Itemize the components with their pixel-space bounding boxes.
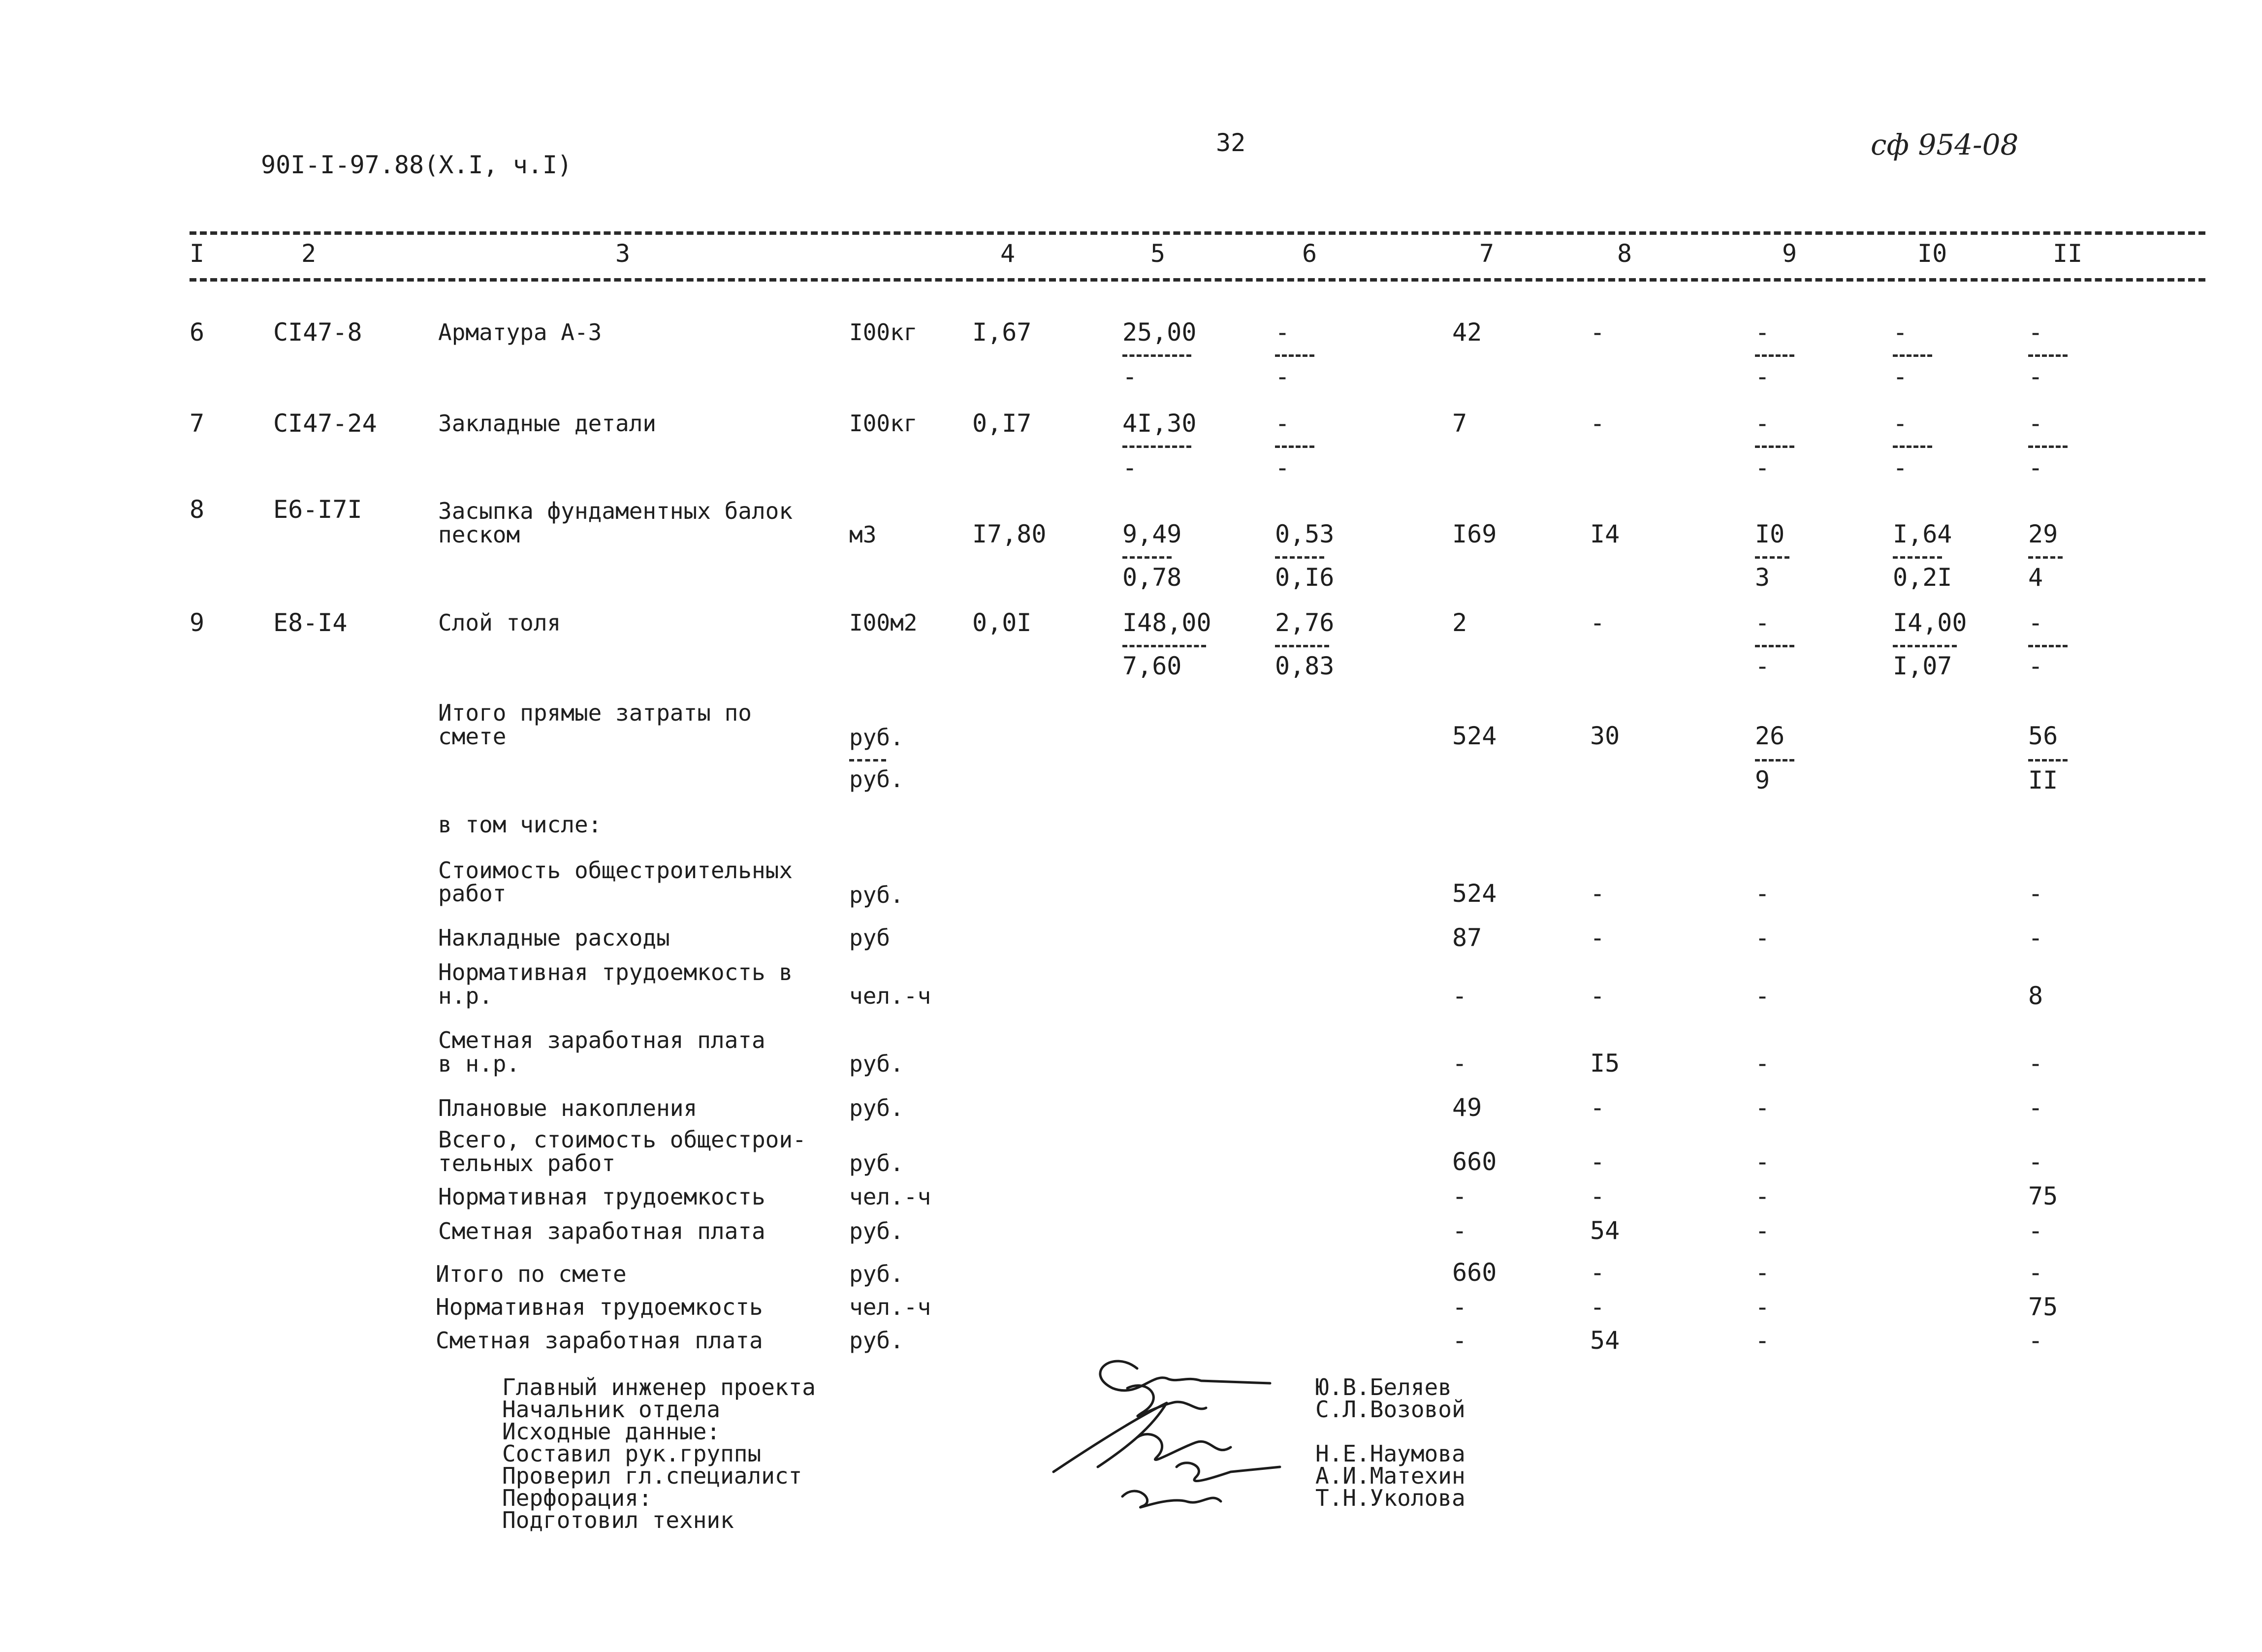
labor-total: - bbox=[2028, 1326, 2043, 1355]
row-number: 6 bbox=[190, 318, 205, 347]
fraction-bar bbox=[1122, 645, 1206, 647]
total-cost: 524 bbox=[1452, 879, 1497, 908]
fraction-bar bbox=[1893, 556, 1942, 559]
item-name: Слой толя bbox=[438, 609, 561, 636]
total-cost: 524 bbox=[1452, 722, 1497, 750]
col-header-2: 2 bbox=[301, 239, 317, 268]
label-line1: Итого прямые затраты по bbox=[438, 699, 752, 726]
quantity: 0,I7 bbox=[972, 409, 1032, 438]
total-machine-wage: 9 bbox=[1755, 766, 1770, 794]
labor-unit: - bbox=[1893, 318, 1908, 347]
total-wage: - bbox=[1590, 1182, 1605, 1210]
unit: руб. bbox=[849, 1050, 904, 1077]
unit-cost: 25,00 bbox=[1122, 318, 1197, 347]
unit-wage: - bbox=[1122, 453, 1138, 482]
labor-total: - bbox=[2028, 1147, 2043, 1176]
labor-total-b: 4 bbox=[2028, 563, 2043, 592]
machine-wage: - bbox=[1275, 362, 1290, 391]
unit: I00м2 bbox=[849, 609, 918, 636]
labor-unit: - bbox=[1893, 409, 1908, 438]
total-cost: I69 bbox=[1452, 520, 1497, 548]
unit: руб. bbox=[849, 724, 904, 751]
total-wage: - bbox=[1590, 608, 1605, 637]
total-cost: - bbox=[1452, 1293, 1467, 1321]
col-header-5: 5 bbox=[1150, 239, 1166, 268]
total-wage: - bbox=[1590, 1258, 1605, 1287]
unit-b: руб. bbox=[849, 766, 904, 793]
machine-wage: - bbox=[1275, 453, 1290, 482]
labor-total: - bbox=[2028, 1093, 2043, 1122]
unit: руб. bbox=[849, 1095, 904, 1121]
fraction-bar bbox=[1893, 354, 1932, 357]
labor-total: - bbox=[2028, 1049, 2043, 1078]
unit: руб. bbox=[849, 882, 904, 908]
labor-total-b: II bbox=[2028, 766, 2058, 794]
total-machine: - bbox=[1755, 879, 1770, 908]
label: Плановые накопления bbox=[438, 1095, 698, 1121]
total-machine: - bbox=[1755, 1093, 1770, 1122]
item-name: Арматура А-3 bbox=[438, 319, 602, 346]
col-header-10: I0 bbox=[1917, 239, 1947, 268]
unit-wage: 7,60 bbox=[1122, 652, 1182, 680]
machine-cost: 0,53 bbox=[1275, 520, 1335, 548]
col-header-3: 3 bbox=[615, 239, 631, 268]
row-number: 7 bbox=[190, 409, 205, 438]
unit: руб. bbox=[849, 1218, 904, 1244]
label-line2: в н.р. bbox=[438, 1050, 520, 1077]
fraction-bar bbox=[1755, 445, 1794, 448]
fraction-bar bbox=[1893, 445, 1932, 448]
total-cost: 87 bbox=[1452, 923, 1482, 952]
unit: руб. bbox=[849, 1327, 904, 1354]
labor-total: - bbox=[2028, 923, 2043, 952]
label-line2: н.р. bbox=[438, 983, 493, 1009]
name-department-head: С.Л.Возовой bbox=[1315, 1396, 1466, 1423]
total-machine: - bbox=[1755, 1147, 1770, 1176]
unit-cost: I48,00 bbox=[1122, 608, 1211, 637]
fraction-bar bbox=[1122, 354, 1191, 357]
col-header-7: 7 bbox=[1479, 239, 1495, 268]
total-machine: 26 bbox=[1755, 722, 1785, 750]
total-wage: - bbox=[1590, 879, 1605, 908]
labor-unit-b: - bbox=[1893, 362, 1908, 391]
name-technician: Т.Н.Уколова bbox=[1315, 1485, 1466, 1511]
quantity: I,67 bbox=[972, 318, 1032, 347]
fraction-bar bbox=[1275, 354, 1314, 357]
unit: чел.-ч bbox=[849, 1294, 931, 1320]
labor-total: 75 bbox=[2028, 1182, 2058, 1210]
total-wage: I5 bbox=[1590, 1049, 1620, 1078]
labor-total: 75 bbox=[2028, 1293, 2058, 1321]
role-chief-engineer: Главный инженер проекта bbox=[502, 1374, 816, 1400]
labor-unit: I4,00 bbox=[1893, 608, 1967, 637]
label-line1: Всего, стоимость общестрои- bbox=[438, 1126, 806, 1153]
total-machine: - bbox=[1755, 1049, 1770, 1078]
item-name-line1: Засыпка фундаментных балок bbox=[438, 498, 793, 524]
fraction-bar bbox=[1755, 645, 1794, 647]
price-code: CI47-8 bbox=[273, 318, 362, 347]
quantity: 0,0I bbox=[972, 608, 1032, 637]
labor-total: - bbox=[2028, 1216, 2043, 1245]
label: Нормативная трудоемкость bbox=[438, 1183, 765, 1210]
total-wage: - bbox=[1590, 318, 1605, 347]
unit: чел.-ч bbox=[849, 983, 931, 1009]
label-line2: тельных работ bbox=[438, 1150, 616, 1176]
labor-total: 56 bbox=[2028, 722, 2058, 750]
table-header-rule bbox=[190, 278, 2205, 282]
total-machine: - bbox=[1755, 1216, 1770, 1245]
total-cost: - bbox=[1452, 982, 1467, 1010]
total-cost: 660 bbox=[1452, 1147, 1497, 1176]
labor-total-b: - bbox=[2028, 362, 2043, 391]
total-machine: - bbox=[1755, 1326, 1770, 1355]
quantity: I7,80 bbox=[972, 520, 1047, 548]
fraction-bar bbox=[1275, 445, 1314, 448]
name-group-leader: Н.Е.Наумова bbox=[1315, 1440, 1466, 1467]
label: Накладные расходы bbox=[438, 924, 670, 951]
labor-total: - bbox=[2028, 608, 2043, 637]
machine-wage: 0,83 bbox=[1275, 652, 1335, 680]
name-chief-specialist: А.И.Матехин bbox=[1315, 1462, 1466, 1489]
label-line1: Стоимость общестроительных bbox=[438, 857, 793, 884]
labor-total-b: - bbox=[2028, 652, 2043, 680]
total-wage: - bbox=[1590, 1147, 1605, 1176]
unit: руб. bbox=[849, 1261, 904, 1287]
page-number: 32 bbox=[1216, 128, 1246, 157]
label: Нормативная трудоемкость bbox=[436, 1294, 763, 1320]
total-cost: - bbox=[1452, 1326, 1467, 1355]
total-cost: 49 bbox=[1452, 1093, 1482, 1122]
unit: м3 bbox=[849, 521, 877, 548]
labor-total: - bbox=[2028, 879, 2043, 908]
fraction-bar bbox=[1755, 759, 1794, 762]
role-perforation: Перфорация: bbox=[502, 1485, 652, 1511]
machine-cost: 2,76 bbox=[1275, 608, 1335, 637]
total-wage: - bbox=[1590, 982, 1605, 1010]
total-machine: - bbox=[1755, 409, 1770, 438]
total-machine: - bbox=[1755, 1182, 1770, 1210]
col-header-8: 8 bbox=[1617, 239, 1632, 268]
price-code: Е6-I7I bbox=[273, 495, 362, 524]
total-machine-wage: 3 bbox=[1755, 563, 1770, 592]
role-department-head: Начальник отдела bbox=[502, 1396, 721, 1423]
labor-unit-b: 0,2I bbox=[1893, 563, 1952, 592]
labor-total: - bbox=[2028, 1258, 2043, 1287]
total-cost: 7 bbox=[1452, 409, 1467, 438]
total-machine-wage: - bbox=[1755, 362, 1770, 391]
unit: руб bbox=[849, 924, 891, 951]
labor-unit-b: - bbox=[1893, 453, 1908, 482]
fraction-bar bbox=[1275, 645, 1329, 647]
label-line1: Нормативная трудоемкость в bbox=[438, 959, 793, 985]
labor-total: - bbox=[2028, 318, 2043, 347]
total-machine: I0 bbox=[1755, 520, 1785, 548]
total-machine: - bbox=[1755, 1293, 1770, 1321]
total-machine: - bbox=[1755, 923, 1770, 952]
fraction-bar bbox=[2028, 645, 2068, 647]
total-wage: - bbox=[1590, 1093, 1605, 1122]
col-header-4: 4 bbox=[1000, 239, 1016, 268]
total-wage: - bbox=[1590, 409, 1605, 438]
unit-cost: 4I,30 bbox=[1122, 409, 1197, 438]
unit-wage: 0,78 bbox=[1122, 563, 1182, 592]
role-chief-specialist: Проверил гл.специалист bbox=[502, 1462, 802, 1489]
col-header-6: 6 bbox=[1302, 239, 1317, 268]
unit: I00кг bbox=[849, 319, 918, 346]
total-cost: - bbox=[1452, 1182, 1467, 1210]
labor-total: - bbox=[2028, 409, 2043, 438]
col-header-9: 9 bbox=[1782, 239, 1797, 268]
price-code: Е8-I4 bbox=[273, 608, 348, 637]
machine-cost: - bbox=[1275, 409, 1290, 438]
total-wage: I4 bbox=[1590, 520, 1620, 548]
row-number: 9 bbox=[190, 608, 205, 637]
total-cost: 660 bbox=[1452, 1258, 1497, 1287]
fraction-bar bbox=[1755, 354, 1794, 357]
fraction-bar bbox=[1122, 445, 1191, 448]
label: Итого по смете bbox=[436, 1261, 627, 1287]
labor-unit-b: I,07 bbox=[1893, 652, 1952, 680]
fraction-bar bbox=[2028, 556, 2063, 559]
label-line2: смете bbox=[438, 723, 507, 750]
total-wage: 30 bbox=[1590, 722, 1620, 750]
labor-total-b: - bbox=[2028, 453, 2043, 482]
archive-stamp: сф 954-08 bbox=[1871, 128, 2019, 161]
col-header-11: II bbox=[2053, 239, 2083, 268]
labor-total: 29 bbox=[2028, 520, 2058, 548]
row-number: 8 bbox=[190, 495, 205, 524]
total-wage: 54 bbox=[1590, 1326, 1620, 1355]
total-machine: - bbox=[1755, 318, 1770, 347]
unit-wage: - bbox=[1122, 362, 1138, 391]
total-machine: - bbox=[1755, 1258, 1770, 1287]
label-line2: работ bbox=[438, 880, 507, 907]
total-cost: - bbox=[1452, 1216, 1467, 1245]
total-cost: 2 bbox=[1452, 608, 1467, 637]
label-line1: Сметная заработная плата bbox=[438, 1027, 765, 1053]
total-machine: - bbox=[1755, 608, 1770, 637]
labor-unit: I,64 bbox=[1893, 520, 1952, 548]
total-wage: - bbox=[1590, 1293, 1605, 1321]
col-header-1: I bbox=[190, 239, 205, 268]
unit: I00кг bbox=[849, 410, 918, 437]
label: Сметная заработная плата bbox=[436, 1327, 763, 1354]
total-machine: - bbox=[1755, 982, 1770, 1010]
item-name: Закладные детали bbox=[438, 410, 657, 437]
document-code: 90I-I-97.88(X.I, ч.I) bbox=[261, 151, 573, 179]
label: Сметная заработная плата bbox=[438, 1218, 765, 1244]
unit: руб. bbox=[849, 1150, 904, 1176]
fraction-bar bbox=[2028, 445, 2068, 448]
fraction-bar bbox=[1755, 556, 1789, 559]
machine-cost: - bbox=[1275, 318, 1290, 347]
role-source-data: Исходные данные: bbox=[502, 1418, 721, 1445]
labor-total: 8 bbox=[2028, 982, 2043, 1010]
price-code: CI47-24 bbox=[273, 409, 377, 438]
fraction-bar bbox=[2028, 759, 2068, 762]
fraction-bar bbox=[1122, 556, 1172, 559]
total-wage: - bbox=[1590, 923, 1605, 952]
total-machine-wage: - bbox=[1755, 453, 1770, 482]
including-label: в том числе: bbox=[438, 811, 602, 838]
unit: чел.-ч bbox=[849, 1183, 931, 1210]
item-name-line2: песком bbox=[438, 521, 520, 548]
unit-cost: 9,49 bbox=[1122, 520, 1182, 548]
machine-wage: 0,I6 bbox=[1275, 563, 1335, 592]
fraction-bar bbox=[2028, 354, 2068, 357]
fraction-bar bbox=[1275, 556, 1324, 559]
total-cost: - bbox=[1452, 1049, 1467, 1078]
total-cost: 42 bbox=[1452, 318, 1482, 347]
name-chief-engineer: Ю.В.Беляев bbox=[1315, 1374, 1452, 1400]
table-top-rule bbox=[190, 231, 2205, 235]
handwritten-signatures bbox=[1039, 1329, 1339, 1536]
fraction-bar bbox=[1893, 645, 1957, 647]
total-machine-wage: - bbox=[1755, 652, 1770, 680]
total-wage: 54 bbox=[1590, 1216, 1620, 1245]
fraction-bar bbox=[849, 759, 886, 762]
role-technician: Подготовил техник bbox=[502, 1507, 734, 1533]
role-group-leader: Составил рук.группы bbox=[502, 1440, 762, 1467]
